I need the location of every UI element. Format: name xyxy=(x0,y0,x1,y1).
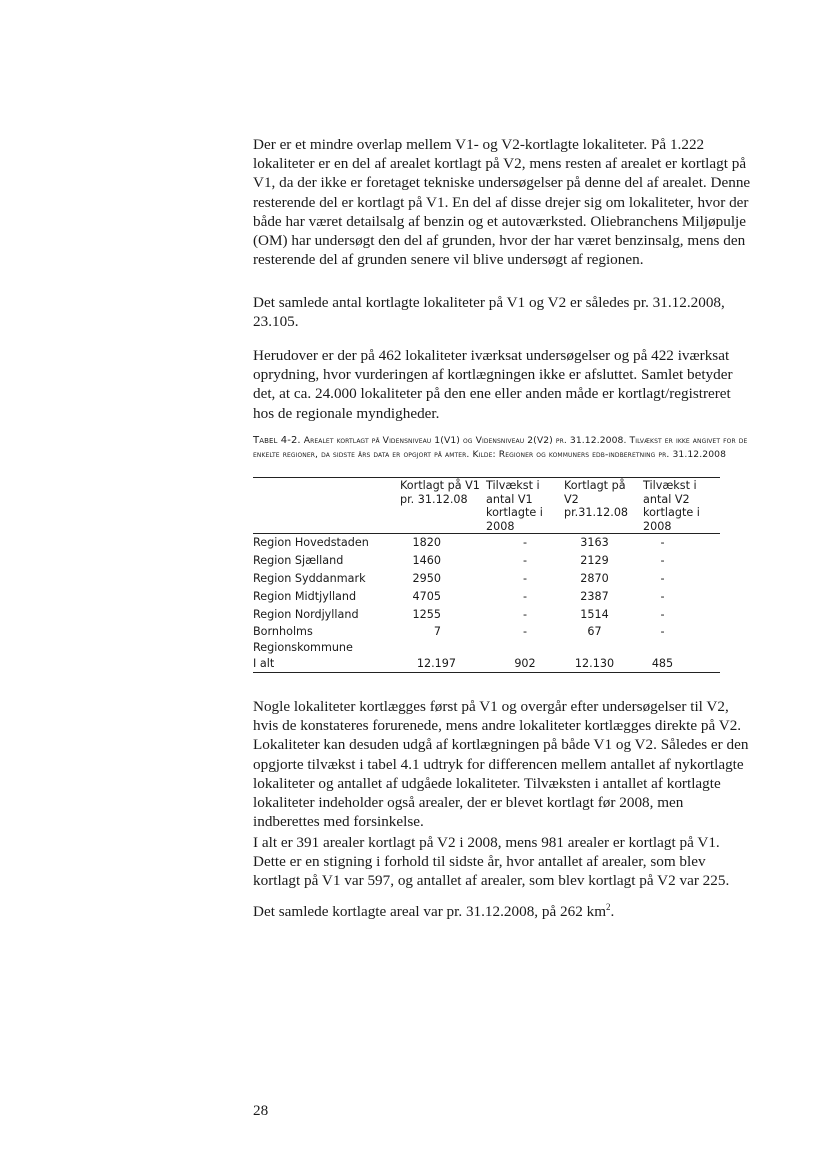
cell-v2-mapped: 3163 xyxy=(580,536,609,549)
table-caption-lead: Tabel 4-2. xyxy=(253,435,301,446)
total-area-text: Det samlede kortlagte areal var pr. 31.12.2008, på 262 km xyxy=(253,903,607,920)
table-caption xyxy=(253,434,758,461)
paragraph-overlap: Der er et mindre overlap mellem V1- og V2-kortlagte lokaliteter. På 1.222 lokaliteter er en del af arealet kortlagt på V2, mens resten af arealet er kortlagt på V1, da der ikke er foretaget tekniske undersøgelser på denne del af arealet. Denne resterende del er kortlagt på V1. En del af disse drejer sig om lokaliteter, hvor der både har været detailsalg af benzin og et autoværksted. Oliebranchens Miljøpulje (OM) har undersøgt den del af grunden, hvor der har været benzinsalg, mens den resterende del af grunden senere vil blive undersøgt af regionen. xyxy=(253,136,751,269)
cell-v1-mapped: 1820 xyxy=(412,536,441,549)
cell-v2-mapped-total: 12.130 xyxy=(564,655,643,673)
table-row xyxy=(253,588,720,606)
table-row xyxy=(253,570,720,588)
cell-v1-growth: - xyxy=(522,536,528,549)
row-label: Region Syddanmark xyxy=(253,572,366,585)
cell-v1-mapped: 1460 xyxy=(412,554,441,567)
row-label: Region Sjælland xyxy=(253,554,344,567)
row-label: Region Hovedstaden xyxy=(253,536,369,549)
cell-v2-mapped: 67 xyxy=(587,625,602,638)
table-header-region xyxy=(253,478,400,534)
table-header-v2-mapped: Kortlagt på V2 pr.31.12.08 xyxy=(564,478,643,534)
cell-v2-mapped: 2129 xyxy=(580,554,609,567)
paragraph-total-area xyxy=(253,902,753,921)
cell-v1-growth: - xyxy=(522,608,528,621)
row-label: Region Nordjylland xyxy=(253,608,359,621)
table-header-row xyxy=(253,478,720,534)
cell-v1-mapped-total: 12.197 xyxy=(400,655,486,673)
table-header-v1-growth: Tilvækst i antal V1 kortlagte i 2008 xyxy=(486,478,564,534)
cell-v1-growth: - xyxy=(522,590,528,603)
mapping-table xyxy=(253,477,720,673)
cell-v1-mapped: 2950 xyxy=(412,572,441,585)
cell-v2-growth: - xyxy=(660,536,665,549)
cell-v1-growth: - xyxy=(522,572,528,585)
table-row xyxy=(253,534,720,553)
table-row xyxy=(253,552,720,570)
table-row-total xyxy=(253,655,720,673)
cell-v2-growth-total: 485 xyxy=(643,655,720,673)
paragraph-total-count: Det samlede antal kortlagte lokaliteter på V1 og V2 er således pr. 31.12.2008, 23.105. xyxy=(253,294,725,331)
total-area-end: . xyxy=(610,903,615,920)
cell-v1-mapped: 1255 xyxy=(412,608,441,621)
cell-v1-mapped: 4705 xyxy=(412,590,441,603)
table-header-v1-mapped: Kortlagt på V1 pr. 31.12.08 xyxy=(400,478,486,534)
area-unit-superscript: 2 xyxy=(606,901,611,912)
cell-v2-growth: - xyxy=(660,554,665,567)
table-row xyxy=(253,606,720,624)
paragraph-transition: Nogle lokaliteter kortlægges først på V1 og overgår efter undersøgelser til V2, hvis de konstateres forurenede, mens andre lokaliteter kortlægges direkte på V2. Lokaliteter kan desuden udgå af kortlægningen på både V1 og V2. Således er den opgjorte tilvækst i tabel 4.1 udtryk for differencen mellem antallet af nykortlagte lokaliteter og antallet af udgåede lokaliteter. Tilvæksten i antallet af kortlagte lokaliteter indeholder også arealer, der er blevet kortlagt før 2008, men indberettes med forsinkelse. xyxy=(253,698,749,831)
cell-v2-mapped: 1514 xyxy=(580,608,609,621)
row-label-total: I alt xyxy=(253,655,400,673)
paragraph-investigations: Herudover er der på 462 lokaliteter iværksat undersøgelser og på 422 iværksat oprydning, hvor vurderingen af kortlægningen ikke er afsluttet. Samlet betyder det, at ca. 24.000 lokaliteter på den ene eller anden måde er kortlagt/registreret hos de regionale myndigheder. xyxy=(253,347,733,422)
cell-v2-growth: - xyxy=(660,625,665,638)
cell-v2-growth: - xyxy=(660,590,665,603)
cell-v1-growth: - xyxy=(522,625,528,638)
row-label: Bornholms Regionskommune xyxy=(253,625,353,654)
page-number: 28 xyxy=(253,1102,269,1119)
table-row xyxy=(253,624,720,655)
cell-v2-growth: - xyxy=(660,608,665,621)
cell-v2-mapped: 2870 xyxy=(580,572,609,585)
cell-v1-mapped: 7 xyxy=(433,625,441,638)
cell-v2-mapped: 2387 xyxy=(580,590,609,603)
table-caption-text: Arealet kortlagt på Vidensniveau 1(V1) og Vidensniveau 2(V2) pr. 31.12.2008. Tilvækst er ikke angivet for de enkelte regioner, da sidste års data er opgjort på amter. Kilde: Regioner og kommuners edb-indberetning pr. 31.12.2008 xyxy=(253,435,748,460)
paragraph-2008-areas: I alt er 391 arealer kortlagt på V2 i 2008, mens 981 arealer er kortlagt på V1. Dette er en stigning i forhold til sidste år, hvor antallet af arealer, som blev kortlagt på V1 var 597, og antallet af arealer, som blev kortlagt på V2 var 225. xyxy=(253,834,730,890)
row-label: Region Midtjylland xyxy=(253,590,357,603)
cell-v1-growth-total: 902 xyxy=(486,655,564,673)
cell-v1-growth: - xyxy=(522,554,528,567)
cell-v2-growth: - xyxy=(660,572,665,585)
table-header-v2-growth: Tilvækst i antal V2 kortlagte i 2008 xyxy=(643,478,720,534)
